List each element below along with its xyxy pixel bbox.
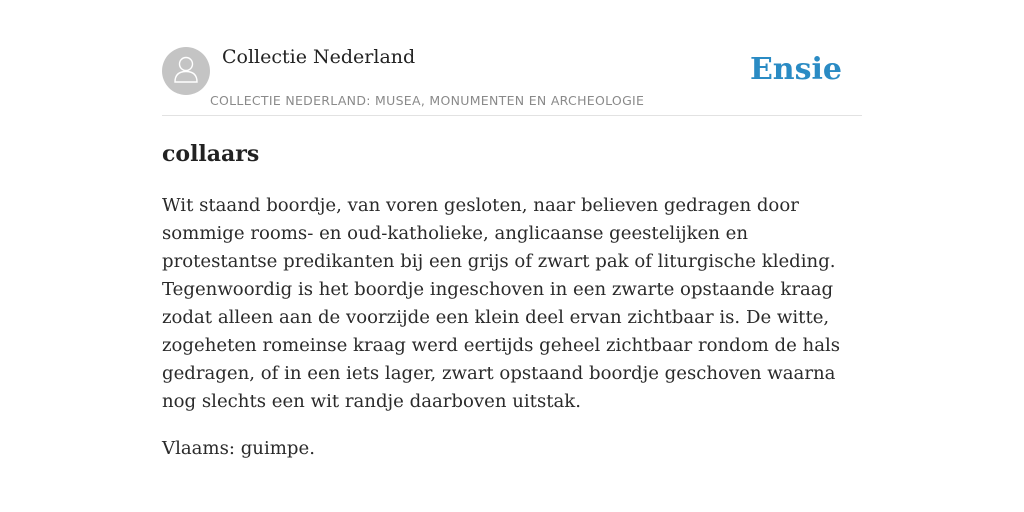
entry-card: [162, 0, 862, 512]
source-link[interactable]: COLLECTIE NEDERLAND: MUSEA, MONUMENTEN EN ARCHEOLOGIE: [210, 93, 645, 108]
avatar[interactable]: [162, 47, 210, 95]
entry-title: collaars: [162, 141, 260, 167]
entry-header: [162, 0, 862, 116]
user-icon: [172, 54, 200, 88]
synonym-paragraph: Vlaams: guimpe.: [162, 438, 315, 459]
entry-body: [162, 192, 862, 463]
definition-paragraph: Wit staand boordje, van voren gesloten, naar believen gedragen door sommige rooms- en oud-katholieke, anglicaanse geestelijken en protestantse predikanten bij een grijs of zwart pak of liturgische kleding. Tegenwoordig is het boordje ingeschoven in een zwarte opstaande kraag zodat alleen aan de voorzijde een klein deel ervan zichtbaar is. De witte, zogeheten romeinse kraag werd eertijds geheel zichtbaar rondom de hals gedragen, of in een iets lager, zwart opstaand boordje geschoven waarna nog slechts een wit randje daarboven uitstak.: [162, 195, 841, 412]
ensie-logo[interactable]: Ensie: [749, 52, 842, 87]
author-link[interactable]: Collectie Nederland: [222, 46, 416, 68]
